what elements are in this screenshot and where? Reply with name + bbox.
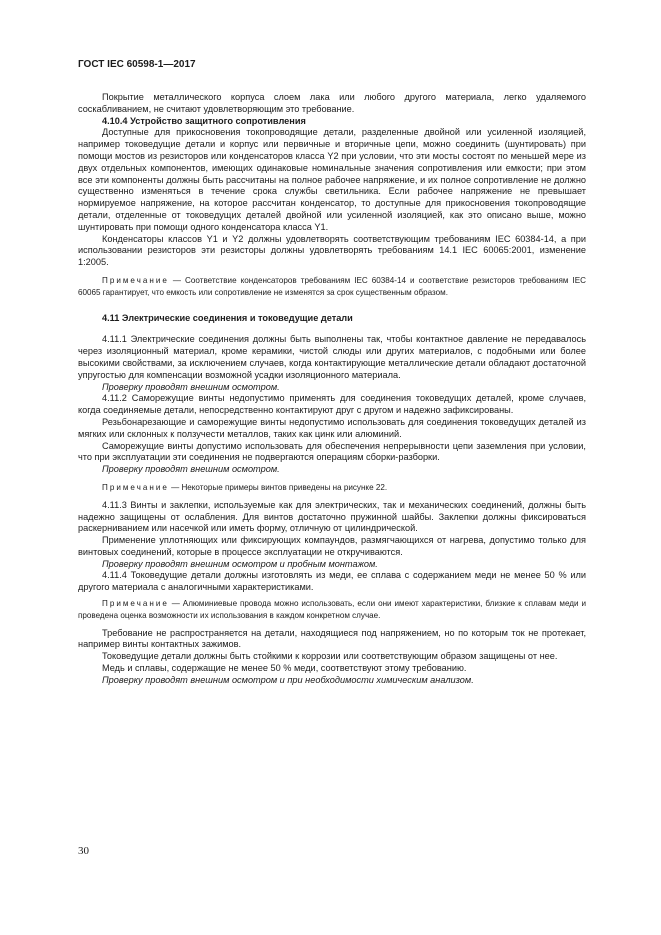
- note: [78, 275, 586, 299]
- note-text: — Некоторые примеры винтов приведены на рисунке 22.: [168, 482, 388, 492]
- paragraph: Токоведущие детали должны быть стойкими к коррозии или соответствующим образом защищены от нее.: [102, 651, 558, 662]
- paragraph: Конденсаторы классов Y1 и Y2 должны удовлетворять соответствующим требованиям IEC 60384-14, а при использовании резисторов эти резисторы должны удовлетворять требованиям 14.1 IEC 60065:2001, изменение 1:2005.: [78, 233, 586, 268]
- paragraph: Требование не распространяется на детали, находящиеся под напряжением, но по которым ток не протекает, например винты контактных зажимов.: [78, 627, 586, 650]
- verification-note: Проверку проводят внешним осмотром.: [102, 464, 280, 475]
- note: [78, 482, 586, 494]
- paragraph: Резьбонарезающие и саморежущие винты недопустимо использовать для соединения токоведущих деталей из мягких или склонных к ползучести металлов, таких как цинк или алюминий.: [78, 416, 586, 439]
- verification-note: Проверку проводят внешним осмотром и при необходимости химическим анализом.: [102, 674, 474, 685]
- paragraph: Покрытие металлического корпуса слоем лака или любого другого материала, легко удаляемого соскабливанием, не считают удовлетворяющим это требование.: [78, 92, 586, 114]
- note-text: — Соответствие конденсаторов требованиям IEC 60384-14 и соответствие резисторов требованиям IEC 60065 гарантирует, что емкость или сопротивление не изменятся за срок существенным образом.: [78, 275, 586, 297]
- paragraph: 4.11.1 Электрические соединения должны быть выполнены так, чтобы контактное давление не передавалось через изоляционный материал, кроме керамики, чистой слюды или других материалов, с подобными или более высокими свойствами, за исключением случаев, когда контактирующие металлические детали обладают достаточной упругостью для компенсации возможной усадки изоляционного материала.: [78, 334, 586, 380]
- verification-note: Проверку проводят внешним осмотром и пробным монтажом.: [102, 558, 378, 569]
- paragraph: Медь и сплавы, содержащие не менее 50 % меди, соответствуют этому требованию.: [102, 663, 467, 674]
- note-label: Примечание: [102, 482, 169, 492]
- note-label: Примечание: [102, 599, 169, 609]
- page-body: [78, 92, 586, 687]
- paragraph: 4.11.4 Токоведущие детали должны изготовлять из меди, ее сплава с содержанием меди не менее 50 % или другого материала с аналогичными характеристиками.: [78, 570, 586, 593]
- paragraph: 4.11.2 Саморежущие винты недопустимо применять для соединения токоведущих деталей, кроме случаев, когда соединяемые детали, непосредственно контактируют друг с другом и надежно зафиксированы.: [78, 393, 586, 416]
- page-number: 30: [78, 845, 89, 857]
- verification-note: Проверку проводят внешним осмотром.: [102, 381, 280, 392]
- section-heading-4-11: 4.11 Электрические соединения и токоведущие детали: [102, 312, 353, 323]
- paragraph: Доступные для прикосновения токопроводящие детали, разделенные двойной или усиленной изоляцией, например токоведущие детали и корпус или первичные и вторичные цепи, можно соединить (шунтировать) при помощи мостов из резисторов или конденсаторов класса Y2 при условии, что эти мосты состоят по меньшей мере из двух отдельных компонентов, имеющих одинаковые номинальные значения сопротивления или емкости; при этом все эти компоненты должны быть рассчитаны на полное рабочее напряжение, и их полное сопротивление не должно существенно изменяться в течение срока службы светильника. Если рабочее напряжение не превышает нормируемое напряжение, на которое рассчитан конденсатор, то доступные для прикосновения токопроводящие детали, отделенные от токоведущих деталей двойной или усиленной изоляцией, как это описано выше, можно шунтировать при помощи одного конденсатора класса Y1.: [78, 127, 586, 232]
- document-header: ГОСТ IEC 60598-1—2017: [78, 59, 196, 70]
- paragraph: Применение уплотняющих или фиксирующих компаундов, размягчающихся от нагрева, допустимо только для винтовых соединений, которые в процессе эксплуатации не откручиваются.: [78, 535, 586, 557]
- note-text: — Алюминиевые провода можно использовать, если они имеют характеристики, близкие к сплавам меди и проведена оценка возможности их использования в каждом конкретном случае.: [78, 599, 586, 620]
- note-label: Примечание: [102, 275, 169, 285]
- paragraph: Саморежущие винты допустимо использовать для обеспечения непрерывности цепи заземления при условии, что при эксплуатации эти соединения не подвергаются операциям сборки-разборки.: [78, 440, 586, 463]
- paragraph: 4.11.3 Винты и заклепки, используемые как для электрических, так и механических соединений, должны быть надежно защищены от ослабления. Для винтов достаточно пружинной шайбы. Заклепки должны фиксироваться раскерниванием или насечкой или иметь форму, отличную от цилиндрической.: [78, 499, 586, 534]
- note: [78, 598, 586, 622]
- section-heading-4-10-4: 4.10.4 Устройство защитного сопротивления: [102, 115, 306, 126]
